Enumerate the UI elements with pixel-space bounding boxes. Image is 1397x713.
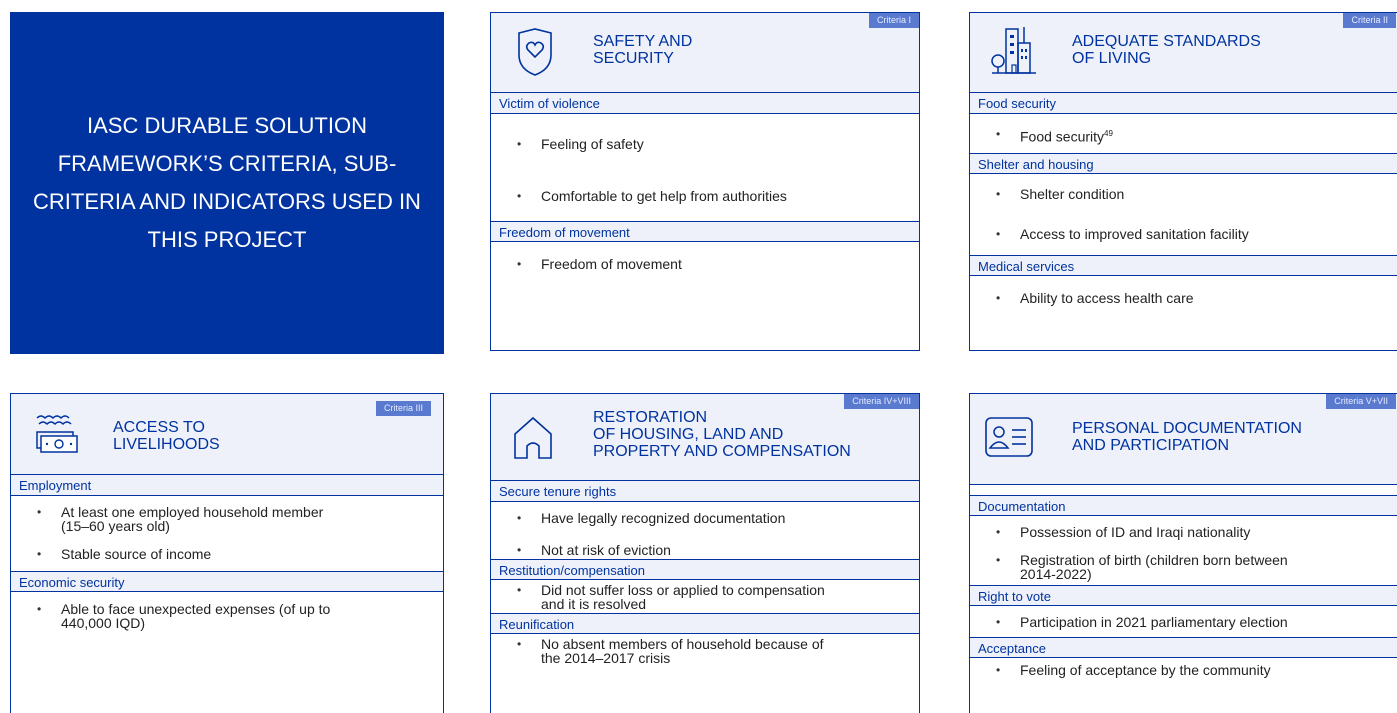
criteria-tag: Criteria I [869, 13, 919, 28]
indicator-list [491, 580, 919, 613]
card-personal-documentation [969, 393, 1397, 713]
indicator-item: • Freedom of movement [517, 257, 919, 271]
card-title-line: SECURITY [593, 50, 674, 67]
card-restoration-of-housing [490, 393, 920, 713]
card-title-line: OF HOUSING, LAND AND [593, 426, 784, 443]
card-safety-security [490, 12, 920, 351]
card-header [11, 394, 443, 475]
indicator-text: • Registration of birth (children born between [1020, 552, 1288, 568]
criteria-tag: Criteria IV+VIII [844, 394, 919, 409]
subcriteria-header: Freedom of movement [491, 221, 919, 242]
indicator-text: (15–60 years old) [61, 518, 170, 534]
indicator-item: • Comfortable to get help from authorities [517, 189, 919, 203]
subcriteria-header: Secure tenure rights [491, 481, 919, 502]
indicator-list [970, 516, 1397, 581]
criteria-tag: Criteria V+VII [1326, 394, 1396, 409]
indicator-item [996, 127, 1397, 144]
card-title-line: ACCESS TO [113, 419, 205, 436]
card-title-line: AND PARTICIPATION [1072, 437, 1230, 454]
indicator-text: • Did not suffer loss or applied to compensation [541, 582, 825, 598]
subcriteria-header: Shelter and housing [970, 153, 1397, 174]
indicator-list [970, 114, 1397, 153]
subcriteria-header: Employment [11, 475, 443, 496]
indicator-list [491, 634, 919, 665]
indicator-item: • Shelter condition [996, 187, 1397, 201]
criteria-tag: Criteria II [1343, 13, 1396, 28]
indicator-item: • Feeling of safety [517, 137, 919, 151]
indicator-item [996, 553, 1397, 581]
indicator-list [491, 502, 919, 557]
subcriteria-header: Food security [970, 93, 1397, 114]
indicator-list [11, 592, 443, 630]
card-title-line: ADEQUATE STANDARDS [1072, 33, 1261, 50]
card-header [491, 13, 919, 93]
indicator-item: • Not at risk of eviction [517, 543, 919, 557]
subcriteria-header: Right to vote [970, 585, 1397, 606]
footnote-ref: 49 [1104, 129, 1113, 138]
card-title [1072, 33, 1261, 67]
framework-title-panel [10, 12, 444, 354]
indicator-item: • Feeling of acceptance by the community [996, 663, 1397, 677]
indicator-text: 440,000 IQD) [61, 615, 146, 631]
city-buildings-icon [990, 23, 1042, 82]
indicator-text: • No absent members of household because of [541, 636, 824, 652]
subcriteria-header: Acceptance [970, 637, 1397, 658]
indicator-list [11, 496, 443, 561]
subcriteria-header: Medical services [970, 255, 1397, 276]
indicator-text: 2014-2022) [1020, 566, 1092, 582]
subcriteria-header: Restitution/compensation [491, 559, 919, 580]
subcriteria-header: Reunification [491, 613, 919, 634]
indicator-item: • Ability to access health care [996, 291, 1397, 305]
indicator-list [491, 114, 919, 203]
indicator-text: and it is resolved [541, 596, 647, 612]
indicator-item: • Have legally recognized documentation [517, 511, 919, 525]
card-title-line: SAFETY AND [593, 33, 693, 50]
indicator-item: • Access to improved sanitation facility [996, 227, 1397, 241]
indicator-item: • Participation in 2021 parliamentary election [996, 615, 1397, 629]
shield-heart-icon [515, 27, 555, 82]
card-title [593, 409, 851, 460]
house-icon [511, 414, 555, 467]
card-title-line: PERSONAL DOCUMENTATION [1072, 420, 1302, 437]
indicator-list [970, 606, 1397, 637]
indicator-list [970, 658, 1397, 677]
card-standards-of-living [969, 12, 1397, 351]
card-access-to-livelihoods [10, 393, 444, 713]
card-title-line: OF LIVING [1072, 50, 1152, 67]
indicator-text: the 2014–2017 crisis [541, 650, 671, 666]
indicator-item [517, 637, 919, 665]
card-header [970, 13, 1397, 93]
card-title-line: RESTORATION [593, 409, 708, 426]
money-wheat-icon [33, 410, 79, 463]
indicator-list [970, 174, 1397, 241]
indicator-item [37, 602, 443, 630]
indicator-item [37, 505, 443, 533]
framework-title: IASC DURABLE SOLUTION FRAMEWORK’S CRITERIA, SUB-CRITERIA AND INDICATORS USED IN THIS PROJECT [33, 113, 421, 252]
card-title-line: PROPERTY AND COMPENSATION [593, 443, 851, 460]
card-title [593, 33, 692, 67]
card-title-line: LIVELIHOODS [113, 436, 220, 453]
indicator-item [517, 583, 919, 611]
subcriteria-header: Economic security [11, 571, 443, 592]
indicator-text: • At least one employed household member [61, 504, 324, 520]
indicator-item: • Possession of ID and Iraqi nationality [996, 525, 1397, 539]
criteria-tag: Criteria III [376, 401, 431, 416]
indicator-text: • Able to face unexpected expenses (of up to [61, 601, 331, 617]
indicator-text: Food security [1020, 128, 1105, 145]
card-header [491, 394, 919, 481]
subcriteria-header: Victim of violence [491, 93, 919, 114]
indicator-list [491, 242, 919, 271]
card-header [970, 394, 1397, 485]
card-title [113, 419, 220, 453]
id-card-icon [984, 416, 1034, 463]
card-title [1072, 420, 1302, 454]
indicator-item: • Stable source of income [37, 547, 443, 561]
subcriteria-header: Documentation [970, 495, 1397, 516]
indicator-list [970, 276, 1397, 305]
